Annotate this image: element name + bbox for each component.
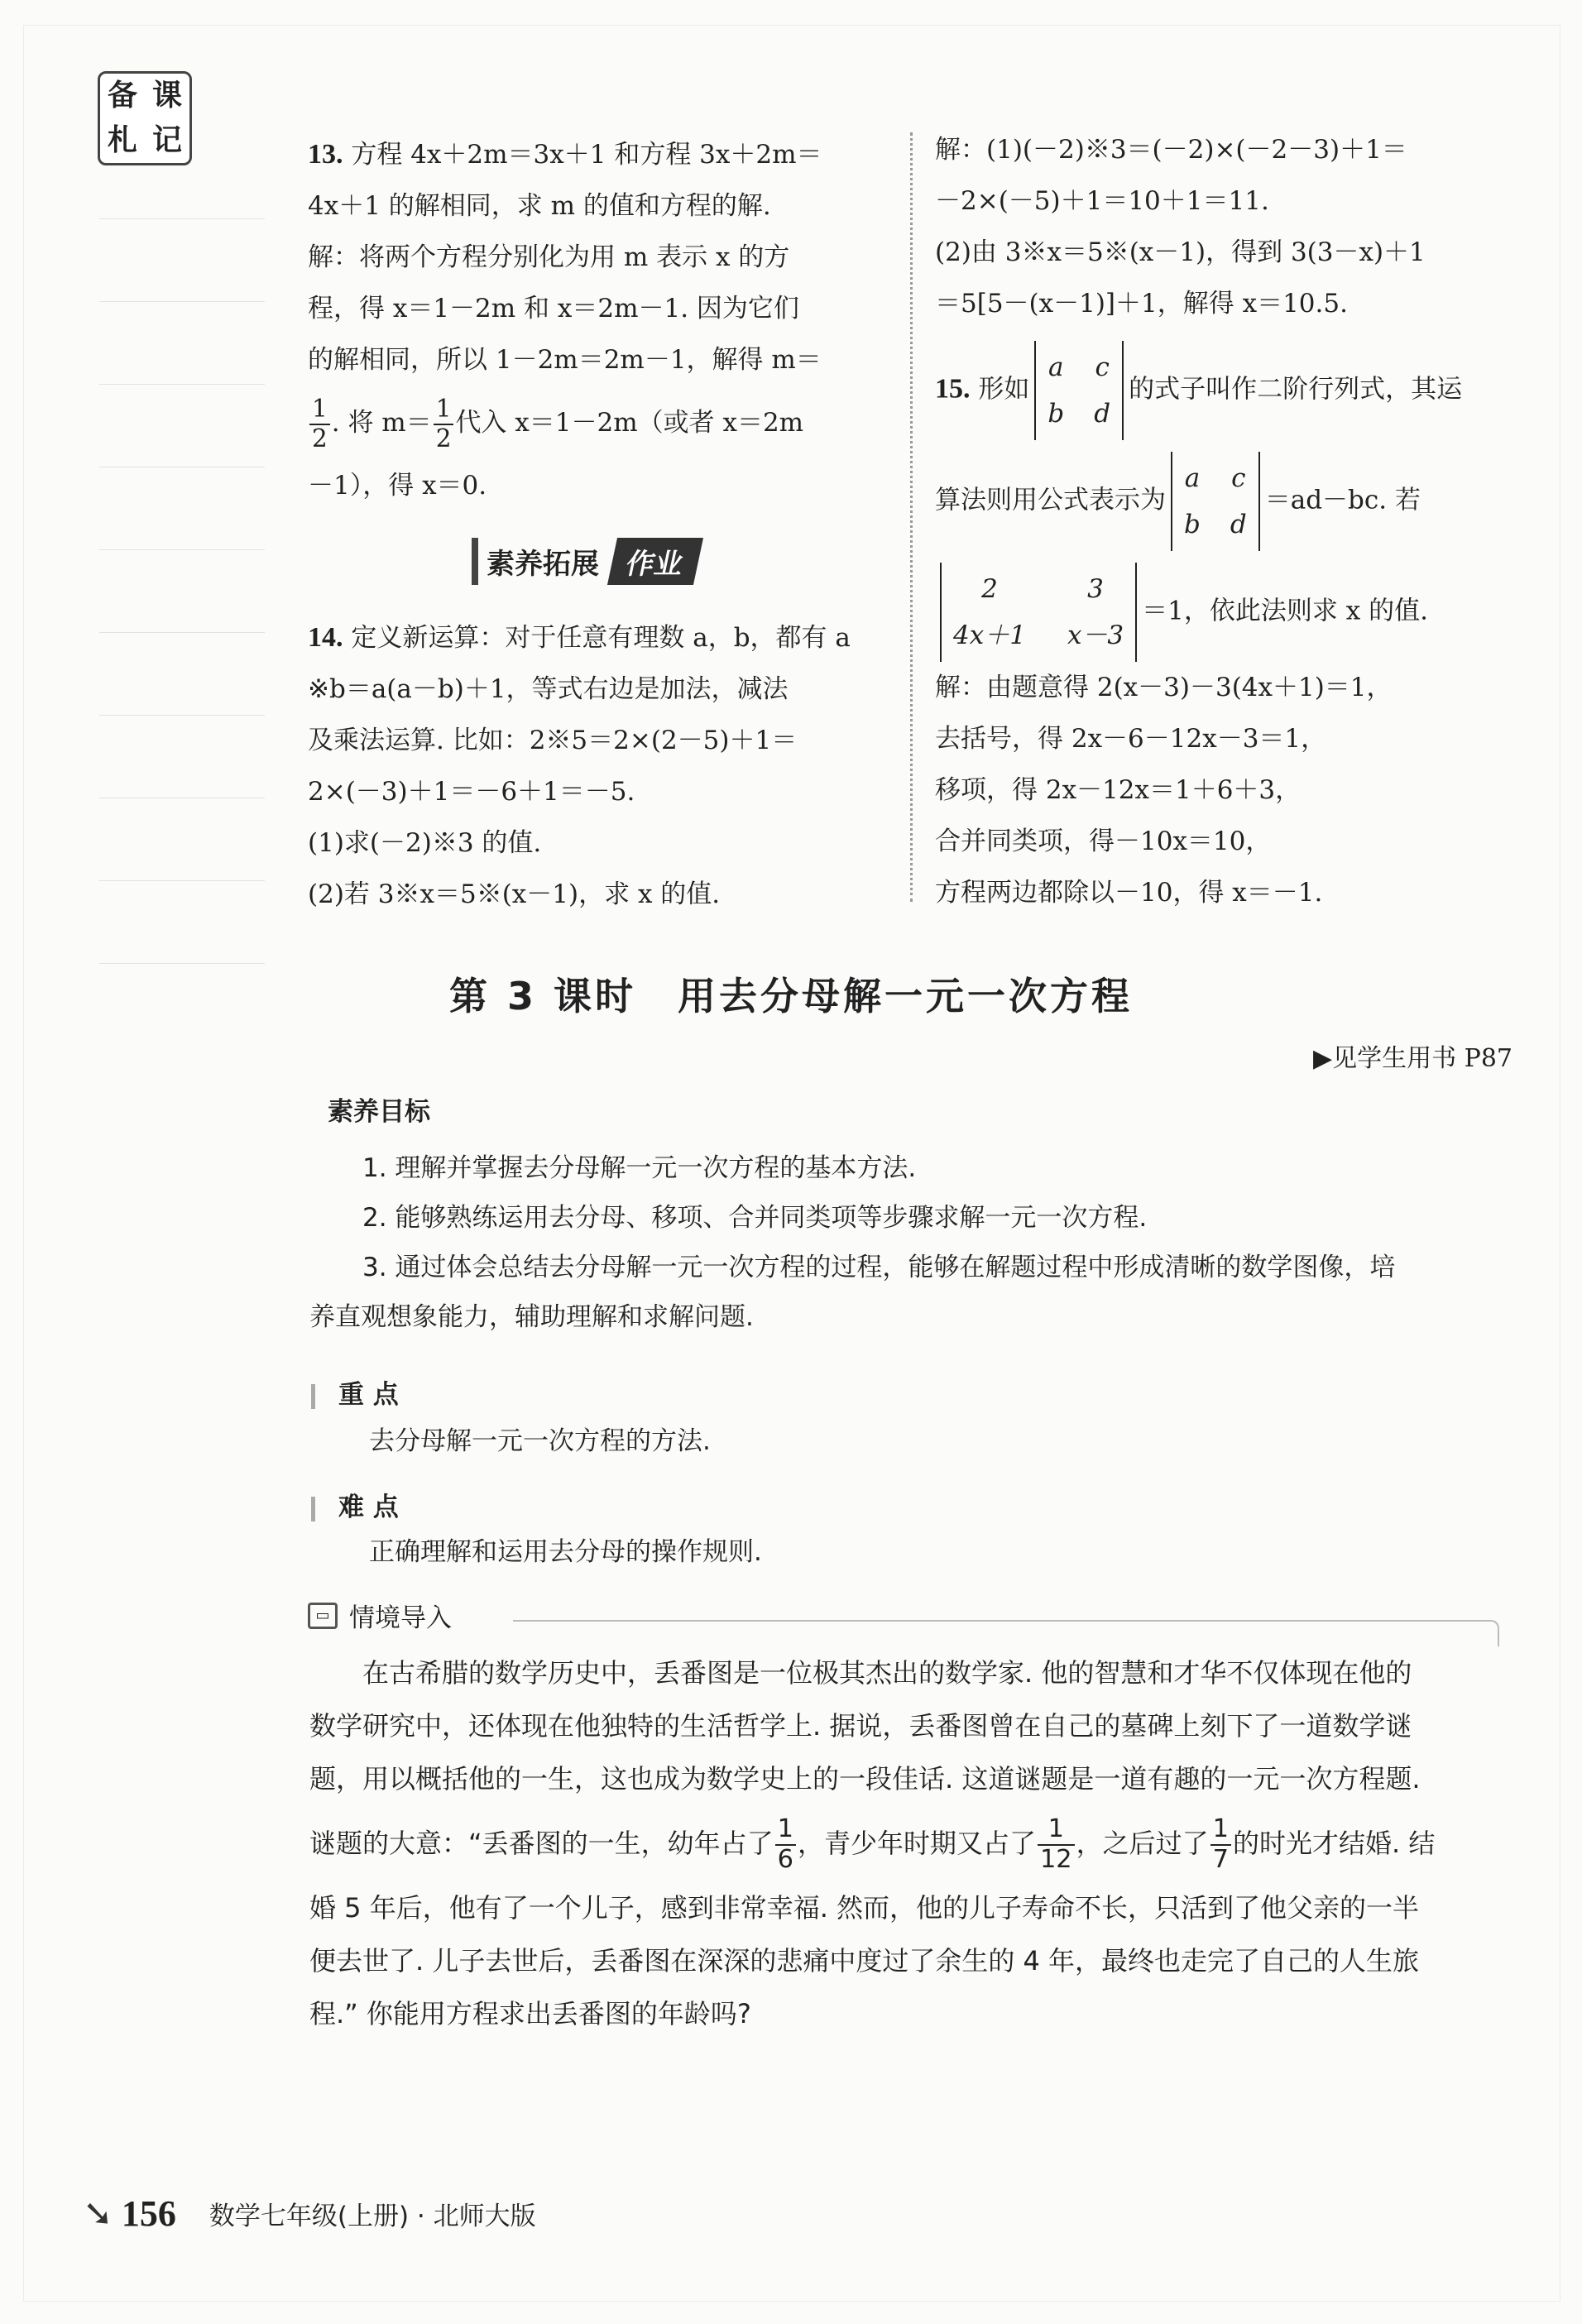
fraction-denominator: 2	[435, 424, 452, 453]
page-footer	[83, 2192, 536, 2235]
goal-continuation	[309, 1292, 1517, 1342]
q15-text: ＝1，依此法则求 x 的值.	[1142, 596, 1428, 626]
key-point-text: 去分母解一元一次方程的方法.	[369, 1426, 711, 1456]
fraction-denominator: 6	[777, 1845, 793, 1874]
column-divider	[910, 132, 913, 902]
q15-text: 的式子叫作二阶行列式，其运	[1129, 374, 1463, 405]
question-number: 13.	[308, 139, 343, 170]
margin-rule	[99, 301, 265, 302]
fraction-numerator: 1	[775, 1815, 796, 1846]
det-cell: a	[1184, 463, 1201, 493]
intro-heading-label: 情境导入	[349, 1603, 452, 1633]
difficulty-heading	[311, 1486, 399, 1523]
det-cell: c	[1231, 463, 1246, 493]
goals-list	[362, 1143, 1521, 1292]
margin-rule	[99, 384, 265, 385]
margin-note-char: 记	[151, 123, 182, 157]
det-cell: a	[1048, 352, 1064, 382]
q14-line: 及乘法运算. 比如：2※5＝2×(2－5)＋1＝	[308, 726, 798, 755]
intro-heading	[308, 1597, 452, 1634]
solution-14-line: ＝5[5－(x－1)]＋1，解得 x＝10.5.	[935, 289, 1348, 319]
det-cell: b	[1184, 510, 1201, 539]
margin-note-char: 课	[151, 79, 182, 113]
riddle-line	[309, 1805, 1517, 1881]
riddle-text: ，青少年时期又占了	[797, 1828, 1036, 1859]
fraction-denominator: 7	[1212, 1845, 1229, 1874]
goal-item: 养直观想象能力，辅助理解和求解问题.	[309, 1302, 754, 1332]
det-cell: 2	[981, 574, 998, 604]
margin-rule	[99, 715, 265, 716]
fraction-numerator: 1	[309, 395, 330, 425]
det-cell: 3	[1087, 574, 1104, 604]
badge-right-label: 作业	[607, 538, 703, 585]
fraction	[775, 1815, 796, 1875]
fraction-denominator: 12	[1039, 1845, 1072, 1874]
solution-14-line: 解：(1)(－2)※3＝(－2)×(－2－3)＋1＝	[935, 135, 1407, 165]
goal-item: 2. 能够熟练运用去分母、移项、合并同类项等步骤求解一元一次方程.	[362, 1203, 1148, 1233]
story-line: 程.” 你能用方程求出丢番图的年龄吗?	[309, 1998, 751, 2029]
question-number: 15.	[935, 373, 971, 405]
solution-15-line: 方程两边都除以－10，得 x＝－1.	[935, 878, 1323, 908]
section-bar	[311, 1384, 315, 1409]
key-point-heading	[311, 1373, 399, 1411]
right-column	[935, 124, 1522, 918]
q13-line: 的解相同，所以 1－2m＝2m－1，解得 m＝	[308, 345, 822, 375]
question-15-line-3	[935, 563, 1522, 662]
goal-item: 1. 理解并掌握去分母解一元一次方程的基本方法.	[362, 1153, 917, 1183]
q15-text: ＝ad－bc. 若	[1264, 485, 1421, 515]
q13-line: 4x＋1 的解相同，求 m 的值和方程的解.	[308, 191, 771, 221]
goals-heading: 素养目标	[328, 1097, 430, 1127]
det-cell: 4x＋1	[953, 621, 1026, 650]
margin-rule	[99, 218, 265, 219]
story-line: 题，用以概括他的一生，这也成为数学史上的一段佳话. 这道谜题是一道有趣的一元一次方程题.	[309, 1763, 1421, 1795]
q15-text: 算法则用公式表示为	[935, 485, 1166, 515]
determinant	[940, 563, 1137, 662]
riddle-text: 谜题的大意：“丢番图的一生，幼年占了	[309, 1828, 774, 1859]
q13-line: 程，得 x＝1－2m 和 x＝2m－1. 因为它们	[308, 294, 799, 323]
fraction	[434, 395, 454, 453]
lesson-title: 第 3 课时 用去分母解一元一次方程	[448, 974, 1134, 1018]
story-line: 在古希腊的数学历史中，丢番图是一位极其杰出的数学家. 他的智慧和才华不仅体现在他的	[362, 1657, 1412, 1689]
fraction-numerator: 1	[1038, 1815, 1075, 1846]
margin-rule	[99, 880, 265, 881]
det-cell: x－3	[1067, 621, 1124, 650]
question-15-line-2	[935, 452, 1522, 551]
section-badge	[472, 538, 698, 585]
fraction	[1210, 1815, 1231, 1875]
q14-line: 定义新运算：对于任意有理数 a，b，都有 a	[351, 623, 851, 653]
riddle-text: ，之后过了	[1076, 1828, 1209, 1859]
margin-rule	[99, 549, 265, 550]
arrow-decoration-icon: ➘	[83, 2192, 113, 2235]
margin-note-badge	[98, 71, 192, 165]
intro-divider	[513, 1620, 1499, 1646]
q13-text: 代入 x＝1－2m（或者 x＝2m	[455, 408, 804, 438]
badge-left-label: 素养拓展	[472, 538, 607, 585]
det-cell: d	[1094, 399, 1111, 429]
difficulty-label: 难 点	[338, 1493, 399, 1522]
goal-item: 3. 通过体会总结去分母解一元一次方程的过程，能够在解题过程中形成清晰的数学图像，培	[362, 1253, 1396, 1282]
margin-rule	[99, 963, 265, 964]
story-line: 便去世了. 儿子去世后，丢番图在深深的悲痛中度过了余生的 4 年，最终也走完了自己的人生旅	[309, 1945, 1420, 1977]
det-cell: b	[1047, 399, 1065, 429]
margin-note-char: 备	[107, 79, 137, 113]
det-cell: d	[1230, 510, 1247, 539]
fraction-numerator: 1	[1210, 1815, 1231, 1846]
fraction-numerator: 1	[434, 395, 454, 425]
question-14	[308, 612, 887, 920]
solution-15-line: 移项，得 2x－12x＝1＋6＋3，	[935, 775, 1302, 805]
q15-text: 形如	[978, 374, 1030, 405]
q14-line: ※b＝a(a－b)＋1，等式右边是加法，减法	[308, 674, 789, 704]
story-line: 数学研究中，还体现在他独特的生活哲学上. 据说，丢番图曾在自己的墓碑上刻下了一道数学谜	[309, 1710, 1412, 1742]
key-point-label: 重 点	[338, 1380, 399, 1410]
page-number: 156	[121, 2193, 176, 2234]
solution-15-line: 合并同类项，得－10x＝10，	[935, 827, 1272, 856]
story-line: 婚 5 年后，他有了一个儿子，感到非常幸福. 然而，他的儿子寿命不长，只活到了他父亲的一半	[309, 1892, 1420, 1924]
margin-rule	[99, 632, 265, 633]
fraction-denominator: 2	[312, 424, 328, 453]
q14-line: (1)求(－2)※3 的值.	[308, 828, 542, 858]
q13-fraction-line	[308, 386, 887, 460]
section-bar	[311, 1497, 315, 1521]
question-15-line-1	[935, 341, 1522, 440]
solution-14-line: (2)由 3※x＝5※(x－1)，得到 3(3－x)＋1	[935, 237, 1426, 267]
q14-line: 2×(－3)＋1＝－6＋1＝－5.	[308, 777, 635, 807]
solution-15-line: 去括号，得 2x－6－12x－3＝1，	[935, 724, 1327, 754]
note-icon: ▭	[308, 1603, 338, 1629]
riddle-text: 的时光才结婚. 结	[1232, 1828, 1436, 1859]
margin-note-char: 札	[107, 123, 137, 157]
q14-line: (2)若 3※x＝5※(x－1)，求 x 的值.	[308, 879, 721, 909]
student-book-reference: ▶见学生用书 P87	[1313, 1044, 1512, 1073]
solution-15-line: 解：由题意得 2(x－3)－3(4x＋1)＝1，	[935, 673, 1393, 702]
q13-line: －1），得 x＝0.	[308, 471, 487, 501]
intro-story	[309, 1646, 1517, 2040]
solution-14-line: －2×(－5)＋1＝10＋1＝11.	[935, 186, 1269, 216]
q13-line: 方程 4x＋2m＝3x＋1 和方程 3x＋2m＝	[351, 140, 822, 170]
det-cell: c	[1095, 352, 1110, 382]
determinant	[1171, 452, 1260, 551]
question-13	[308, 129, 887, 511]
q13-line: 解：将两个方程分别化为用 m 表示 x 的方	[308, 242, 790, 272]
fraction	[309, 395, 330, 453]
fraction	[1038, 1815, 1075, 1875]
difficulty-text: 正确理解和运用去分母的操作规则.	[369, 1537, 762, 1567]
question-number: 14.	[308, 622, 343, 653]
q13-text: . 将 m＝	[331, 408, 432, 438]
book-title: 数学七年级(上册) · 北师大版	[209, 2202, 536, 2231]
determinant	[1034, 341, 1124, 440]
